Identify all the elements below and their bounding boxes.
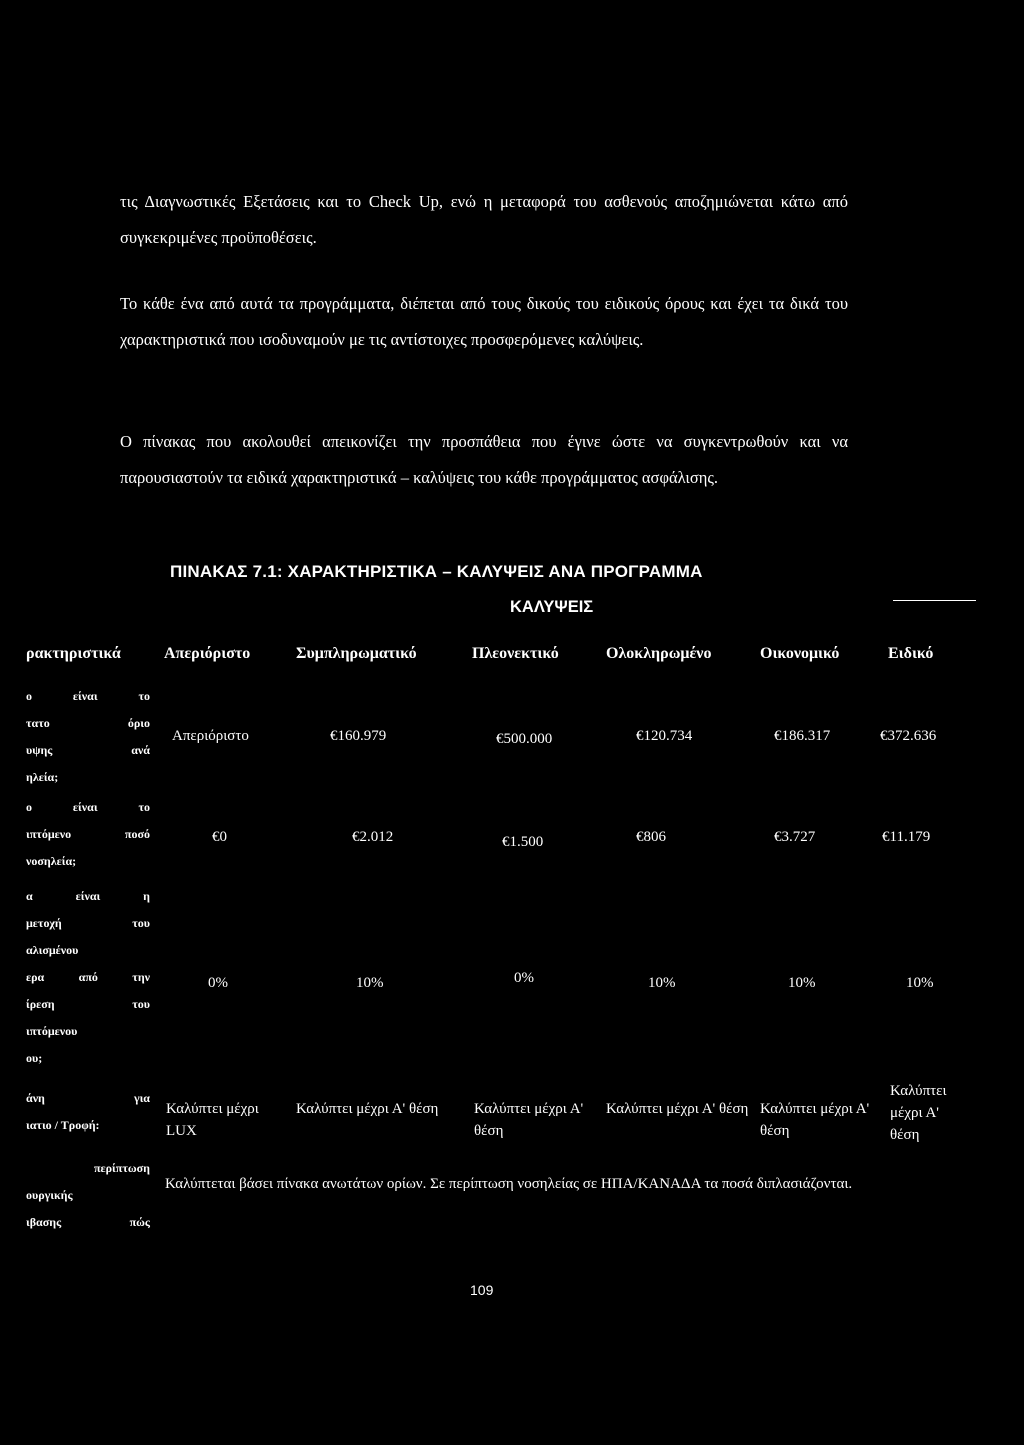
cell-room-coverage: Καλύπτει μέχρι Α' θέση (890, 1083, 947, 1143)
row-label (26, 683, 150, 791)
row-label-word: ο (26, 689, 32, 703)
paragraph-3: Ο πίνακας που ακολουθεί απεικονίζει την προσπάθεια που έγινε ώστε να συγκεντρωθούν και να παρουσιαστούν τα ειδικά χαρακτηριστικά – καλύψεις του κάθε προγράμματος ασφάλισης. (120, 432, 848, 487)
header-rule (893, 600, 976, 601)
row-label-line (26, 937, 150, 964)
row-label-word: για (133, 1091, 150, 1105)
table-group-header: ΚΑΛΥΨΕΙΣ (510, 598, 594, 616)
column-header-characteristics: ρακτηριστικά (26, 645, 121, 662)
cell-room-coverage: Καλύπτει μέχρι Α' θέση (296, 1101, 439, 1117)
row-label-word: όριο (127, 716, 150, 730)
row-label-line (26, 794, 150, 821)
row-label-word: υψης (26, 743, 53, 757)
column-header-supplementary: Συμπληρωματικό (296, 645, 417, 662)
row-label-word: ο (26, 800, 32, 814)
row-label (26, 1155, 150, 1236)
cell-unlimited-limit: €186.317 (774, 728, 831, 744)
cell-participation: 0% (514, 970, 534, 986)
row-label-line (26, 1155, 150, 1182)
cell-unlimited-limit: €120.734 (636, 728, 693, 744)
row-label-line (26, 1112, 150, 1139)
row-label-word: νοσηλεία; (26, 854, 77, 868)
column-header-economic: Οικονομικό (760, 645, 840, 662)
row-label (26, 794, 150, 875)
cell-room-coverage: Καλύπτει μέχρι Α' θέση (474, 1101, 584, 1139)
row-label-word: ιπτόμενο (26, 827, 72, 841)
row-label-line (26, 910, 150, 937)
row-label-word: του (132, 997, 150, 1011)
paragraph-1: τις Διαγνωστικές Εξετάσεις και το Check Up, ενώ η μεταφορά του ασθενούς αποζημιώνεται κάτω από συγκεκριμένες προϋποθέσεις. (120, 192, 848, 247)
row-label-word: του (132, 916, 150, 930)
row-label-word: από (78, 970, 98, 984)
cell-room-coverage: Καλύπτει μέχρι Α' θέση (760, 1101, 870, 1139)
cell-unlimited-limit: Απεριόριστο (172, 728, 249, 744)
row-label-word: α (26, 889, 33, 903)
row-label-word: πώς (129, 1215, 150, 1229)
row-label-word: το (138, 689, 150, 703)
column-header-unlimited: Απεριόριστο (164, 645, 251, 662)
cell-deductible: €0 (212, 829, 227, 845)
row-label-word: η (143, 889, 150, 903)
cell-deductible: €3.727 (774, 829, 816, 845)
table-title: ΠΙΝΑΚΑΣ 7.1: ΧΑΡΑΚΤΗΡΙΣΤΙΚΑ – ΚΑΛΥΨΕΙΣ ΑΝΑ ΠΡΟΓΡΑΜΜΑ (170, 562, 703, 581)
cell-participation: 10% (648, 975, 676, 991)
row-label-line (26, 683, 150, 710)
cell-deductible: €11.179 (882, 829, 931, 845)
row-label-word: ιπτόμενου (26, 1024, 78, 1038)
row-label-line (26, 737, 150, 764)
row-label-word: ουργικής (26, 1188, 73, 1202)
paragraph-2: Το κάθε ένα από αυτά τα προγράμματα, διέπεται από τους δικούς του ειδικούς όρους και έχει τα δικά του χαρακτηριστικά που ισοδυναμούν με τις αντίστοιχες προσφερόμενες καλύψεις. (120, 294, 848, 349)
row-label-word: άνη (26, 1091, 45, 1105)
cell-room-coverage: Καλύπτει μέχρι LUX (166, 1101, 259, 1139)
row-label-word: ίρεση (26, 997, 55, 1011)
row-label-word: την (132, 970, 150, 984)
row-label-line (26, 991, 150, 1018)
cell-participation: 10% (906, 975, 934, 991)
cell-room-coverage: Καλύπτει μέχρι Α' θέση (606, 1101, 749, 1117)
row-label-line (26, 821, 150, 848)
cell-unlimited-limit: €372.636 (880, 728, 937, 744)
row-label-word: είναι (72, 800, 98, 814)
row-label-word: το (138, 800, 150, 814)
cell-unlimited-limit: €160.979 (330, 728, 387, 744)
row-label-line (26, 1018, 150, 1045)
cell-participation: 10% (788, 975, 816, 991)
row-label-word: ου; (26, 1051, 43, 1065)
surgery-coverage-note: Καλύπτεται βάσει πίνακα ανωτάτων ορίων. Σε περίπτωση νοσηλείας σε ΗΠΑ/ΚΑΝΑΔΑ τα ποσά διπλασιάζονται. (165, 1176, 853, 1192)
row-label-line (26, 883, 150, 910)
row-label-line (26, 964, 150, 991)
cell-participation: 0% (208, 975, 228, 991)
column-header-special: Ειδικό (888, 645, 934, 662)
row-label (26, 883, 150, 1072)
row-label-word: αλισμένου (26, 943, 79, 957)
row-label-word: περίπτωση (93, 1161, 150, 1175)
cell-deductible: €2.012 (352, 829, 394, 845)
column-header-advantageous: Πλεονεκτικό (472, 645, 559, 662)
row-label-word: ιβασης (26, 1215, 62, 1229)
row-label-line (26, 1209, 150, 1236)
row-label-line (26, 1182, 150, 1209)
row-label-word: ηλεία; (26, 770, 59, 784)
row-label-word: ιατιο / Τροφή: (26, 1118, 100, 1132)
row-label-word: τατο (26, 716, 50, 730)
row-label-line (26, 848, 150, 875)
row-label-word: ποσό (124, 827, 150, 841)
row-label-word: ερα (26, 970, 45, 984)
cell-unlimited-limit: €500.000 (496, 731, 553, 747)
page-number: 109 (470, 1282, 494, 1298)
cell-participation: 10% (356, 975, 384, 991)
row-label-word: ανά (131, 743, 150, 757)
row-label-line (26, 1085, 150, 1112)
row-label-line (26, 710, 150, 737)
row-label-word: είναι (72, 689, 98, 703)
column-header-complete: Ολοκληρωμένο (606, 645, 712, 662)
row-label (26, 1085, 150, 1139)
row-label-line (26, 1045, 150, 1072)
cell-deductible: €806 (636, 829, 666, 845)
row-label-line (26, 764, 150, 791)
row-label-word: μετοχή (26, 916, 62, 930)
row-label-word: είναι (75, 889, 101, 903)
cell-deductible: €1.500 (502, 834, 544, 850)
